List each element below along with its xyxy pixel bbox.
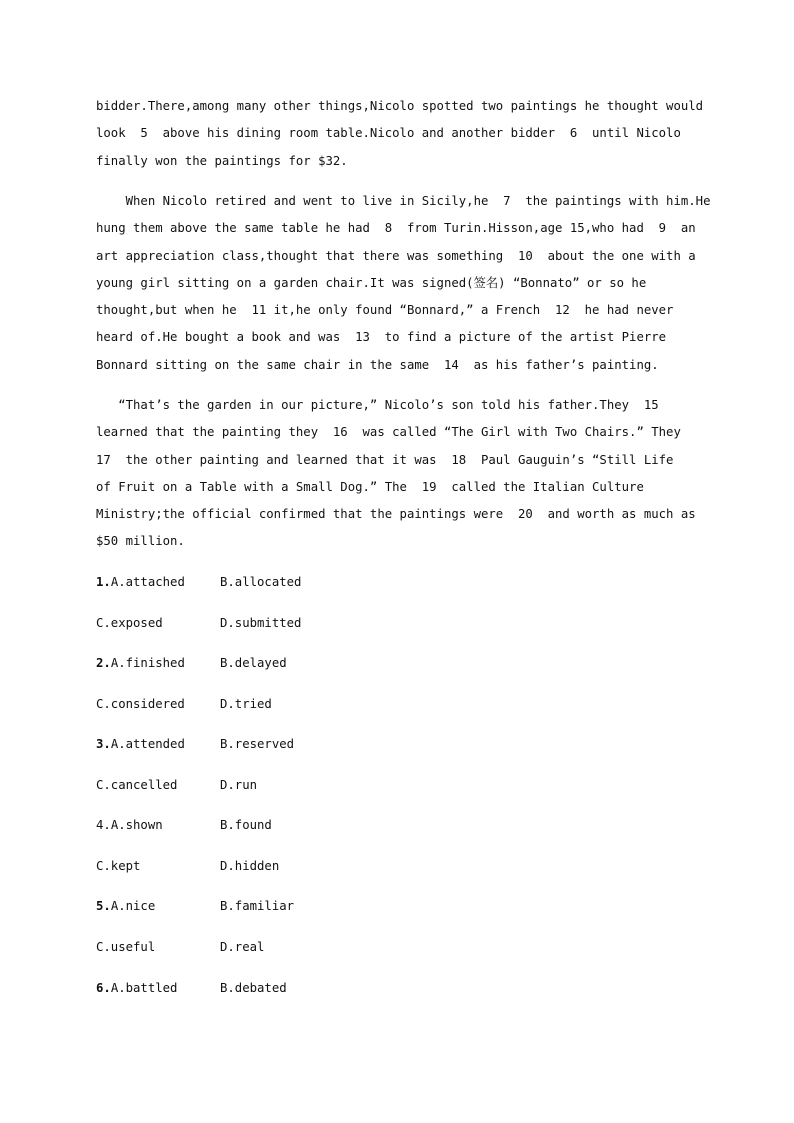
passage-line: Ministry;the official confirmed that the paintings were 20 and worth as much as bbox=[96, 507, 696, 521]
question-5-option-c: C.useful bbox=[96, 940, 156, 954]
question-3-option-c: C.cancelled bbox=[96, 778, 178, 792]
question-4-option-c: C.kept bbox=[96, 859, 141, 873]
passage-line: Bonnard sitting on the same chair in the same 14 as his father’s painting. bbox=[96, 358, 659, 372]
passage-line: art appreciation class,thought that there was something 10 about the one with a bbox=[96, 249, 696, 263]
question-number: 6. bbox=[96, 981, 111, 995]
question-2-option-b: B.delayed bbox=[220, 656, 287, 670]
question-1-option-d: D.submitted bbox=[220, 616, 302, 630]
question-4-option-b: B.found bbox=[220, 818, 272, 832]
question-number: 1. bbox=[96, 575, 111, 589]
question-3-option-d: D.run bbox=[220, 778, 258, 792]
passage-line: young girl sitting on a garden chair.It was signed(签名) “Bonnato” or so he bbox=[96, 276, 647, 290]
passage-line: bidder.There,among many other things,Nicolo spotted two paintings he thought would bbox=[96, 99, 704, 113]
passage-line: When Nicolo retired and went to live in Sicily,he 7 the paintings with him.He bbox=[96, 194, 711, 208]
question-2-option-a: 2.A.finished bbox=[96, 656, 185, 670]
passage-line: hung them above the same table he had 8 from Turin.Hisson,age 15,who had 9 an bbox=[96, 221, 696, 235]
question-4-option-a: 4.A.shown bbox=[96, 818, 163, 832]
question-2-option-d: D.tried bbox=[220, 697, 272, 711]
question-5-option-a: 5.A.nice bbox=[96, 899, 156, 913]
question-1-option-b: B.allocated bbox=[220, 575, 302, 589]
question-3-option-a: 3.A.attended bbox=[96, 737, 185, 751]
question-number: 3. bbox=[96, 737, 111, 751]
question-5-option-b: B.familiar bbox=[220, 899, 295, 913]
passage-line: “That’s the garden in our picture,” Nicolo’s son told his father.They 15 bbox=[96, 398, 659, 412]
passage-line: thought,but when he 11 it,he only found “Bonnard,” a French 12 he had never bbox=[96, 303, 674, 317]
question-6-option-a: 6.A.battled bbox=[96, 981, 178, 995]
question-1-option-c: C.exposed bbox=[96, 616, 163, 630]
question-1-option-a: 1.A.attached bbox=[96, 575, 185, 589]
question-2-option-c: C.considered bbox=[96, 697, 185, 711]
passage-line: look 5 above his dining room table.Nicolo and another bidder 6 until Nicolo bbox=[96, 126, 681, 140]
passage-line: heard of.He bought a book and was 13 to find a picture of the artist Pierre bbox=[96, 330, 667, 344]
passage-line: finally won the paintings for $32. bbox=[96, 154, 348, 168]
question-number: 4. bbox=[96, 818, 111, 832]
question-number: 5. bbox=[96, 899, 111, 913]
question-number: 2. bbox=[96, 656, 111, 670]
question-5-option-d: D.real bbox=[220, 940, 265, 954]
passage-line: learned that the painting they 16 was called “The Girl with Two Chairs.” They bbox=[96, 425, 681, 439]
passage-line: of Fruit on a Table with a Small Dog.” The 19 called the Italian Culture bbox=[96, 480, 644, 494]
question-6-option-b: B.debated bbox=[220, 981, 287, 995]
question-4-option-d: D.hidden bbox=[220, 859, 280, 873]
question-3-option-b: B.reserved bbox=[220, 737, 295, 751]
passage-line: 17 the other painting and learned that it was 18 Paul Gauguin’s “Still Life bbox=[96, 453, 674, 467]
passage-line: $50 million. bbox=[96, 534, 185, 548]
